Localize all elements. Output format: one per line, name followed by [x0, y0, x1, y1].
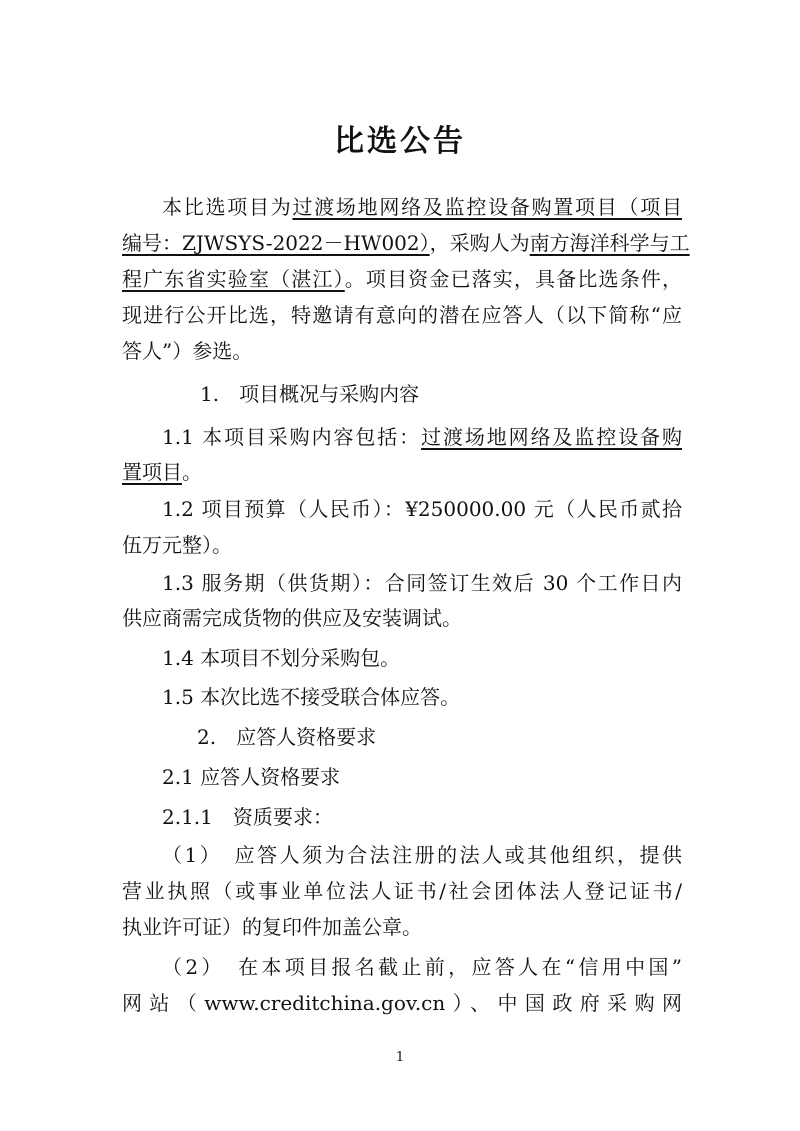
project-name-ref-cont: 置项目 — [122, 460, 182, 484]
intro-text: 。项目资金已落实，具备比选条件， — [344, 267, 683, 291]
section-1-heading: 1. 项目概况与采购内容 — [200, 382, 420, 406]
requirement-1-end: 执业许可证）的复印件加盖公章。 — [122, 915, 422, 939]
page-number: 1 — [395, 1050, 405, 1065]
intro-text: 答人”）参选。 — [122, 339, 253, 363]
subsection-2-1: 2.1 应答人资格要求 — [162, 765, 341, 789]
project-name-ref: 过渡场地网络及监控设备购 — [421, 425, 682, 449]
item-1-4: 1.4 本项目不划分采购包。 — [162, 646, 401, 670]
intro-line-5 — [122, 334, 682, 368]
item-1-2-cont: 伍万元整）。 — [122, 533, 232, 557]
intro-line-1 — [162, 190, 682, 224]
requirement-2-cont: 网站（www.creditchina.gov.cn）、中国政府采购网 — [122, 991, 682, 1015]
requirement-1: （1） 应答人须为合法注册的法人或其他组织，提供 — [162, 843, 682, 867]
requirement-2: （2） 在本项目报名截止前，应答人在“信用中国” — [162, 955, 682, 979]
item-1-1-cont — [122, 455, 682, 489]
intro-line-3 — [122, 262, 682, 296]
page-title: 比选公告 — [334, 124, 466, 159]
section-2-heading: 2. 应答人资格要求 — [197, 725, 377, 749]
item-text: 1.1 本项目采购内容包括： — [162, 425, 422, 449]
item-1-1 — [162, 420, 682, 454]
item-text: 。 — [182, 460, 202, 484]
intro-text: 本比选项目为 — [162, 195, 293, 219]
requirement-1-cont: 营业执照（或事业单位法人证书/社会团体法人登记证书/ — [122, 879, 682, 903]
intro-text: ，采购人为 — [429, 231, 530, 255]
purchaser-name-cont: 程广东省实验室（湛江） — [122, 267, 345, 291]
item-1-3: 1.3 服务期（供货期）：合同签订生效后 30 个工作日内 — [162, 571, 682, 595]
intro-text: 现进行公开比选，特邀请有意向的潜在应答人（以下简称“应 — [122, 303, 682, 327]
project-name-link: 过渡场地网络及监控设备购置项目（项目 — [292, 195, 683, 219]
intro-line-4 — [122, 298, 682, 332]
subsection-2-1-1: 2.1.1 资质要求： — [162, 805, 333, 829]
intro-line-2 — [122, 226, 690, 260]
project-number: 编号：ZJWSYS-2022－HW002） — [122, 231, 430, 255]
purchaser-name: 南方海洋科学与工 — [529, 231, 690, 255]
item-1-2: 1.2 项目预算（人民币）：¥250000.00 元（人民币贰拾 — [162, 497, 682, 521]
item-1-5: 1.5 本次比选不接受联合体应答。 — [162, 685, 461, 709]
item-1-3-cont: 供应商需完成货物的供应及安装调试。 — [122, 606, 462, 630]
